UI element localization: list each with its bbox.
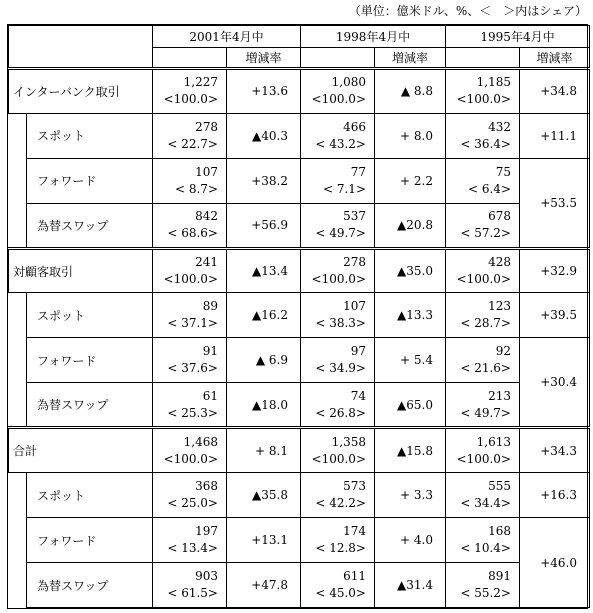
growth-rate: ▲13.4 [227, 248, 301, 293]
growth-rate: + 5.4 [375, 338, 446, 383]
growth-rate: ▲ 8.8 [375, 68, 446, 113]
amount: 678 [488, 209, 511, 224]
header-spacer-1998 [301, 48, 375, 68]
share: < 26.8> [315, 405, 366, 420]
value-cell [301, 473, 375, 518]
value-cell [301, 428, 375, 473]
value-cell [153, 338, 227, 383]
growth-rate: + 8.1 [227, 428, 301, 473]
value-cell [446, 338, 520, 383]
value-cell [446, 428, 520, 473]
growth-rate: ▲31.4 [375, 563, 446, 608]
share: < 34.9> [315, 361, 366, 376]
growth-rate: +13.6 [227, 68, 301, 113]
value-cell [301, 203, 375, 248]
value-cell [153, 473, 227, 518]
indent-gap [9, 293, 27, 428]
value-cell [153, 293, 227, 338]
amount: 555 [488, 479, 511, 494]
fx-volume-table [8, 25, 590, 608]
share: <100.0> [163, 451, 218, 466]
growth-rate: +39.5 [520, 293, 590, 338]
unit-note: （単位：億米ドル、%、＜ ＞内はシェア） [348, 4, 587, 18]
row-name: 為替スワップ [27, 563, 153, 608]
share: < 68.6> [167, 226, 218, 241]
value-cell [301, 563, 375, 608]
value-cell [301, 518, 375, 563]
amount: 77 [350, 164, 366, 179]
growth-rate: +13.1 [227, 518, 301, 563]
share: < 57.2> [460, 226, 511, 241]
value-cell [446, 113, 520, 158]
growth-rate: ▲40.3 [227, 113, 301, 158]
sub-row [9, 203, 590, 248]
growth-rate: + 4.0 [375, 518, 446, 563]
sub-row [9, 383, 590, 428]
growth-rate: ▲18.0 [227, 383, 301, 428]
share: < 37.1> [167, 316, 218, 331]
amount: 368 [195, 479, 218, 494]
growth-rate: +34.3 [520, 428, 590, 473]
sub-row [9, 518, 590, 563]
value-cell [446, 248, 520, 293]
value-cell [446, 563, 520, 608]
share: < 61.5> [167, 586, 218, 600]
share: <100.0> [311, 92, 366, 107]
value-cell [153, 158, 227, 203]
growth-rate: ▲16.2 [227, 293, 301, 338]
amount: 75 [495, 164, 511, 179]
share: < 37.6> [167, 361, 218, 376]
value-cell [153, 113, 227, 158]
growth-rate: ▲35.0 [375, 248, 446, 293]
merged-growth-rate: +30.4 [520, 338, 590, 428]
value-cell [153, 518, 227, 563]
amount: 197 [195, 524, 218, 539]
row-name: フォワード [27, 158, 153, 203]
growth-rate: ▲35.8 [227, 473, 301, 518]
share: < 49.7> [315, 226, 366, 241]
amount: 611 [343, 569, 366, 583]
growth-rate: ▲ 6.9 [227, 338, 301, 383]
value-cell [446, 473, 520, 518]
share: <100.0> [163, 272, 218, 286]
indent-gap [9, 113, 27, 248]
amount: 573 [343, 479, 366, 494]
merged-growth-rate: +53.5 [520, 158, 590, 248]
amount: 432 [488, 119, 511, 134]
amount: 168 [488, 524, 511, 539]
amount: 903 [195, 569, 218, 583]
section-name: インターバンク取引 [9, 68, 153, 113]
amount: 91 [202, 344, 218, 359]
share: < 12.8> [315, 541, 366, 556]
amount: 213 [488, 388, 511, 403]
section-total-row [9, 428, 590, 473]
share: <100.0> [311, 272, 366, 286]
amount: 241 [195, 255, 218, 269]
share: < 45.0> [315, 586, 366, 600]
share: <100.0> [456, 272, 511, 286]
amount: 466 [343, 119, 366, 134]
growth-rate: ▲15.8 [375, 428, 446, 473]
header-row-years [9, 26, 590, 48]
share: < 34.4> [460, 496, 511, 511]
sub-row [9, 563, 590, 608]
share: < 38.3> [315, 316, 366, 331]
value-cell [301, 158, 375, 203]
amount: 74 [350, 388, 366, 403]
value-cell [301, 338, 375, 383]
row-name: 為替スワップ [27, 383, 153, 428]
amount: 537 [343, 209, 366, 224]
share: < 49.7> [460, 405, 511, 420]
row-name: スポット [27, 293, 153, 338]
value-cell [153, 428, 227, 473]
share: < 25.3> [167, 405, 218, 420]
value-cell [301, 248, 375, 293]
section-total-row [9, 68, 590, 113]
value-cell [153, 383, 227, 428]
share: < 8.7> [174, 181, 218, 196]
growth-rate: + 3.3 [375, 473, 446, 518]
growth-rate: +34.8 [520, 68, 590, 113]
header-year-1995: 1995年4月中 [446, 26, 590, 48]
amount: 428 [488, 255, 511, 269]
sub-row [9, 158, 590, 203]
header-rate-1995: 増減率 [520, 48, 590, 68]
amount: 89 [202, 299, 218, 314]
value-cell [446, 68, 520, 113]
value-cell [153, 68, 227, 113]
sub-row [9, 113, 590, 158]
share: < 36.4> [460, 136, 511, 151]
share: <100.0> [311, 451, 366, 466]
share: < 55.2> [460, 586, 511, 600]
header-blank-cell [9, 26, 153, 69]
growth-rate: +16.3 [520, 473, 590, 518]
header-rate-1998: 増減率 [375, 48, 446, 68]
share: < 25.0> [167, 496, 218, 511]
amount: 1,613 [476, 434, 511, 449]
indent-gap [9, 473, 27, 608]
amount: 92 [495, 344, 511, 359]
amount: 1,468 [183, 434, 218, 449]
merged-growth-rate: +46.0 [520, 518, 590, 608]
value-cell [446, 518, 520, 563]
value-cell [446, 383, 520, 428]
growth-rate: + 8.0 [375, 113, 446, 158]
amount: 107 [343, 299, 366, 314]
growth-rate: +47.8 [227, 563, 301, 608]
growth-rate: ▲20.8 [375, 203, 446, 248]
amount: 97 [350, 344, 366, 359]
amount: 1,185 [476, 75, 511, 90]
share: <100.0> [163, 92, 218, 107]
amount: 891 [488, 569, 511, 583]
share: < 10.4> [460, 541, 511, 556]
value-cell [446, 158, 520, 203]
amount: 123 [488, 299, 511, 314]
value-cell [301, 68, 375, 113]
share: < 13.4> [167, 541, 218, 556]
sub-row [9, 293, 590, 338]
growth-rate: + 2.2 [375, 158, 446, 203]
row-name: スポット [27, 113, 153, 158]
header-spacer-1995 [446, 48, 520, 68]
growth-rate: ▲13.3 [375, 293, 446, 338]
share: < 42.2> [315, 496, 366, 511]
share: < 6.4> [467, 181, 511, 196]
share: < 28.7> [460, 316, 511, 331]
amount: 1,227 [183, 75, 218, 90]
row-name: 為替スワップ [27, 203, 153, 248]
sub-row [9, 473, 590, 518]
growth-rate: +32.9 [520, 248, 590, 293]
growth-rate: +38.2 [227, 158, 301, 203]
fx-volume-table-container [7, 24, 588, 609]
share: < 22.7> [167, 136, 218, 151]
amount: 107 [195, 164, 218, 179]
section-total-row [9, 248, 590, 293]
section-name: 対顧客取引 [9, 248, 153, 293]
amount: 278 [343, 255, 366, 269]
share: < 21.6> [460, 361, 511, 376]
row-name: フォワード [27, 518, 153, 563]
growth-rate: +11.1 [520, 113, 590, 158]
share: < 43.2> [315, 136, 366, 151]
share: <100.0> [456, 451, 511, 466]
amount: 1,080 [331, 75, 366, 90]
section-name: 合計 [9, 428, 153, 473]
share: <100.0> [456, 92, 511, 107]
amount: 61 [202, 388, 218, 403]
share: < 7.1> [322, 181, 366, 196]
amount: 278 [195, 119, 218, 134]
row-name: フォワード [27, 338, 153, 383]
header-spacer-2001 [153, 48, 227, 68]
value-cell [301, 383, 375, 428]
header-year-1998: 1998年4月中 [301, 26, 446, 48]
value-cell [301, 113, 375, 158]
growth-rate: +56.9 [227, 203, 301, 248]
value-cell [153, 203, 227, 248]
header-rate-2001: 増減率 [227, 48, 301, 68]
growth-rate: ▲65.0 [375, 383, 446, 428]
sub-row [9, 338, 590, 383]
header-year-2001: 2001年4月中 [153, 26, 301, 48]
row-name: スポット [27, 473, 153, 518]
value-cell [446, 203, 520, 248]
amount: 842 [195, 209, 218, 224]
value-cell [153, 563, 227, 608]
value-cell [153, 248, 227, 293]
amount: 1,358 [331, 434, 366, 449]
value-cell [301, 293, 375, 338]
amount: 174 [343, 524, 366, 539]
value-cell [446, 293, 520, 338]
